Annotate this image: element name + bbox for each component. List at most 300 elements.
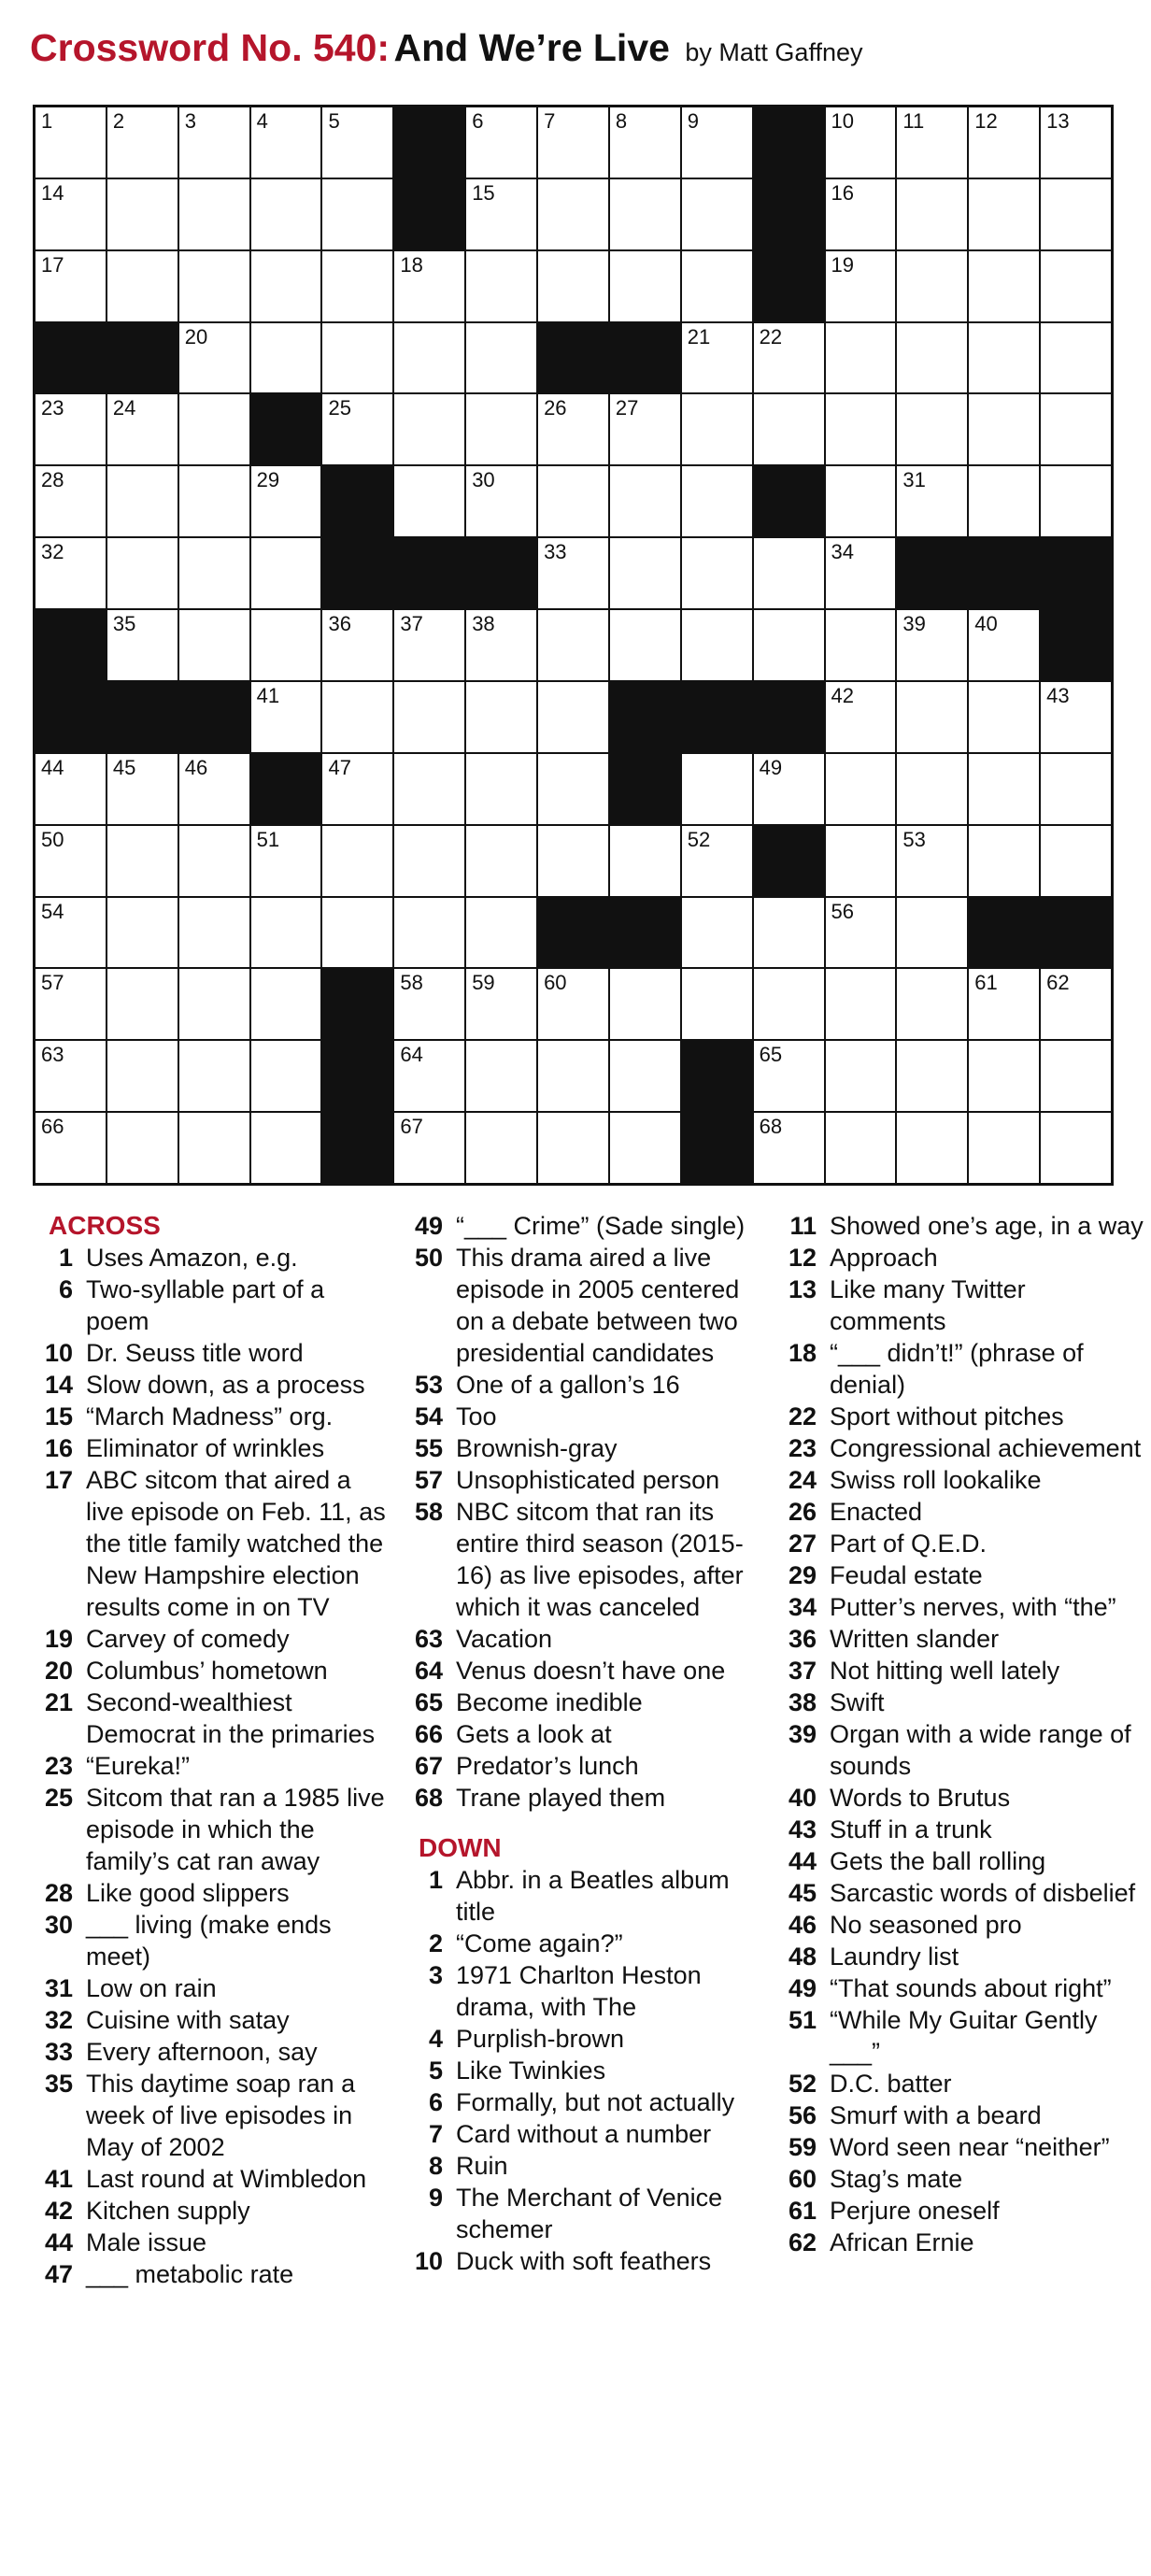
grid-cell[interactable] [107, 251, 178, 321]
grid-cell[interactable] [179, 826, 249, 896]
clue-item [775, 1941, 1144, 1972]
grid-cell[interactable] [538, 754, 608, 824]
grid-cell[interactable] [466, 682, 536, 752]
grid-cell[interactable] [969, 1041, 1039, 1111]
across-heading: ACROSS [49, 1211, 161, 1240]
grid-block [754, 179, 824, 249]
grid-cell[interactable] [36, 466, 106, 536]
clue-text: Kitchen supply [86, 2197, 250, 2225]
clue-number: 39 [788, 1720, 817, 1748]
grid-cell[interactable] [969, 1113, 1039, 1183]
clue-item [402, 1655, 757, 1686]
grid-cell[interactable] [682, 466, 752, 536]
grid-cell[interactable] [610, 251, 680, 321]
clue-item [775, 1782, 1144, 1814]
clue-item [775, 2099, 1144, 2131]
grid-cell[interactable] [969, 682, 1039, 752]
grid-cell[interactable] [322, 754, 392, 824]
grid-cell[interactable] [897, 466, 967, 536]
grid-cell[interactable] [754, 754, 824, 824]
clue-item [32, 1655, 391, 1686]
grid-cell[interactable] [969, 251, 1039, 321]
grid-cell[interactable] [394, 898, 464, 968]
grid-cell[interactable] [36, 1041, 106, 1111]
cell-number: 10 [831, 109, 855, 133]
clue-text: 1971 Charlton Heston drama, with The [456, 1961, 702, 2021]
cell-number: 54 [41, 899, 64, 923]
clue-item [775, 1623, 1144, 1655]
clue-text: Putter’s nerves, with “the” [830, 1593, 1116, 1621]
grid-cell[interactable] [969, 323, 1039, 393]
grid-cell[interactable] [466, 826, 536, 896]
cell-number: 56 [831, 899, 855, 923]
clue-item [775, 1528, 1144, 1559]
grid-block [682, 1041, 752, 1111]
clue-text: “___ didn’t!” (phrase of denial) [830, 1339, 1084, 1399]
clue-number: 44 [44, 2228, 73, 2256]
clue-text: Eliminator of wrinkles [86, 1434, 325, 1462]
clue-text: ___ metabolic rate [86, 2260, 294, 2288]
cell-number: 8 [615, 109, 628, 133]
clue-item [775, 2131, 1144, 2163]
grid-cell[interactable] [322, 107, 392, 178]
grid-cell[interactable] [466, 107, 536, 178]
grid-cell[interactable] [1041, 969, 1111, 1039]
grid-cell[interactable] [36, 898, 106, 968]
clue-number: 5 [428, 2057, 443, 2085]
grid-cell[interactable] [682, 538, 752, 608]
grid-cell[interactable] [179, 610, 249, 680]
grid-cell[interactable] [969, 969, 1039, 1039]
cell-number: 59 [472, 971, 495, 995]
grid-cell[interactable] [538, 826, 608, 896]
puzzle-header [30, 26, 1132, 82]
clue-number: 68 [414, 1784, 443, 1812]
grid-cell[interactable] [754, 394, 824, 464]
grid-cell[interactable] [322, 610, 392, 680]
grid-cell[interactable] [897, 898, 967, 968]
grid-cell[interactable] [897, 969, 967, 1039]
grid-cell[interactable] [682, 107, 752, 178]
grid-cell[interactable] [1041, 466, 1111, 536]
grid-cell[interactable] [826, 323, 896, 393]
grid-cell[interactable] [466, 1041, 536, 1111]
cell-number: 38 [472, 612, 495, 636]
grid-cell[interactable] [610, 466, 680, 536]
clue-text: Uses Amazon, e.g. [86, 1244, 298, 1272]
clue-item [402, 2055, 757, 2086]
clue-number: 44 [788, 1847, 817, 1875]
clue-text: Every afternoon, say [86, 2038, 318, 2066]
clue-item [32, 1369, 391, 1401]
clue-number: 20 [44, 1657, 73, 1685]
cell-number: 5 [328, 109, 340, 133]
clue-number: 10 [414, 2247, 443, 2275]
clue-text: “While My Guitar Gently ___” [830, 2006, 1098, 2066]
grid-block [754, 466, 824, 536]
grid-cell[interactable] [394, 682, 464, 752]
grid-cell[interactable] [826, 538, 896, 608]
grid-cell[interactable] [107, 1041, 178, 1111]
grid-block [36, 323, 106, 393]
grid-cell[interactable] [394, 251, 464, 321]
grid-cell[interactable] [251, 969, 321, 1039]
grid-cell[interactable] [251, 898, 321, 968]
clue-number: 67 [414, 1752, 443, 1780]
grid-cell[interactable] [251, 538, 321, 608]
grid-cell[interactable] [754, 538, 824, 608]
grid-block [107, 682, 178, 752]
clue-text: Swiss roll lookalike [830, 1466, 1042, 1494]
grid-cell[interactable] [394, 610, 464, 680]
grid-cell[interactable] [394, 466, 464, 536]
grid-cell[interactable] [466, 323, 536, 393]
clue-item [402, 1432, 757, 1464]
cell-number: 9 [687, 109, 700, 133]
grid-cell[interactable] [610, 826, 680, 896]
clue-text: “Come again?” [456, 1929, 623, 1957]
grid-cell[interactable] [682, 251, 752, 321]
clue-item [32, 1242, 391, 1274]
grid-cell[interactable] [36, 107, 106, 178]
grid-cell[interactable] [36, 179, 106, 249]
cell-number: 57 [41, 971, 64, 995]
grid-cell[interactable] [969, 754, 1039, 824]
grid-cell[interactable] [1041, 1113, 1111, 1183]
cell-number: 36 [328, 612, 351, 636]
clue-text: Smurf with a beard [830, 2101, 1042, 2129]
grid-cell[interactable] [682, 610, 752, 680]
grid-cell[interactable] [610, 107, 680, 178]
grid-cell[interactable] [826, 179, 896, 249]
clue-item [775, 1337, 1144, 1401]
clue-text: Second-wealthiest Democrat in the primaries [86, 1688, 376, 1748]
grid-cell[interactable] [107, 538, 178, 608]
grid-cell[interactable] [107, 179, 178, 249]
grid-cell[interactable] [36, 394, 106, 464]
grid-cell[interactable] [107, 754, 178, 824]
grid-cell[interactable] [322, 826, 392, 896]
grid-cell[interactable] [179, 754, 249, 824]
grid-cell[interactable] [826, 251, 896, 321]
cell-number: 22 [759, 324, 783, 349]
grid-cell[interactable] [897, 179, 967, 249]
grid-cell[interactable] [538, 1041, 608, 1111]
clue-number: 17 [44, 1466, 73, 1494]
grid-cell[interactable] [538, 179, 608, 249]
grid-cell[interactable] [969, 610, 1039, 680]
grid-cell[interactable] [107, 107, 178, 178]
grid-cell[interactable] [179, 466, 249, 536]
grid-cell[interactable] [897, 754, 967, 824]
grid-cell[interactable] [538, 538, 608, 608]
grid-cell[interactable] [466, 394, 536, 464]
grid-cell[interactable] [107, 394, 178, 464]
grid-cell[interactable] [610, 394, 680, 464]
grid-cell[interactable] [826, 682, 896, 752]
clue-item [402, 1210, 757, 1242]
grid-cell[interactable] [394, 826, 464, 896]
cell-number: 63 [41, 1043, 64, 1067]
grid-cell[interactable] [466, 610, 536, 680]
grid-cell[interactable] [754, 1041, 824, 1111]
clue-text: Written slander [830, 1625, 1000, 1653]
grid-cell[interactable] [897, 323, 967, 393]
grid-cell[interactable] [538, 969, 608, 1039]
grid-cell[interactable] [826, 898, 896, 968]
grid-block [1041, 898, 1111, 968]
grid-cell[interactable] [466, 1113, 536, 1183]
grid-cell[interactable] [826, 826, 896, 896]
grid-cell[interactable] [826, 969, 896, 1039]
cell-number: 68 [759, 1115, 783, 1139]
grid-cell[interactable] [394, 394, 464, 464]
clue-number: 37 [788, 1657, 817, 1685]
grid-cell[interactable] [251, 107, 321, 178]
clue-item [32, 1464, 391, 1623]
grid-cell[interactable] [1041, 179, 1111, 249]
grid-cell[interactable] [251, 466, 321, 536]
grid-cell[interactable] [897, 826, 967, 896]
cell-number: 20 [184, 324, 208, 349]
grid-cell[interactable] [826, 107, 896, 178]
grid-block [754, 107, 824, 178]
cell-number: 35 [112, 612, 136, 636]
grid-cell[interactable] [107, 969, 178, 1039]
grid-cell[interactable] [1041, 754, 1111, 824]
grid-cell[interactable] [251, 1113, 321, 1183]
clue-item [402, 1750, 757, 1782]
grid-cell[interactable] [897, 107, 967, 178]
clue-item [32, 2227, 391, 2258]
cell-number: 49 [759, 755, 783, 779]
grid-cell[interactable] [322, 898, 392, 968]
grid-cell[interactable] [466, 466, 536, 536]
grid-cell[interactable] [682, 179, 752, 249]
grid-cell[interactable] [36, 1113, 106, 1183]
grid-cell[interactable] [322, 251, 392, 321]
grid-cell[interactable] [107, 466, 178, 536]
grid-cell[interactable] [466, 754, 536, 824]
grid-cell[interactable] [754, 610, 824, 680]
grid-cell[interactable] [36, 754, 106, 824]
clue-text: Words to Brutus [830, 1784, 1011, 1812]
grid-cell[interactable] [322, 394, 392, 464]
clue-item [402, 1864, 757, 1928]
clue-number: 6 [428, 2088, 443, 2116]
clue-number: 9 [428, 2184, 443, 2212]
grid-cell[interactable] [1041, 826, 1111, 896]
cell-number: 13 [1046, 109, 1070, 133]
grid-cell[interactable] [754, 898, 824, 968]
grid-block [322, 466, 392, 536]
grid-cell[interactable] [897, 251, 967, 321]
clue-text: Card without a number [456, 2120, 712, 2148]
clue-text: Formally, but not actually [456, 2088, 735, 2116]
grid-cell[interactable] [36, 969, 106, 1039]
grid-cell[interactable] [179, 538, 249, 608]
grid-cell[interactable] [610, 610, 680, 680]
grid-cell[interactable] [1041, 107, 1111, 178]
cell-number: 65 [759, 1043, 783, 1067]
grid-cell[interactable] [179, 179, 249, 249]
clue-number: 13 [788, 1275, 817, 1303]
grid-cell[interactable] [897, 1113, 967, 1183]
clue-number: 46 [788, 1911, 817, 1939]
grid-cell[interactable] [322, 179, 392, 249]
grid-cell[interactable] [251, 1041, 321, 1111]
grid-cell[interactable] [107, 826, 178, 896]
grid-cell[interactable] [826, 610, 896, 680]
grid-cell[interactable] [826, 754, 896, 824]
clue-number: 56 [788, 2101, 817, 2129]
grid-cell[interactable] [1041, 1041, 1111, 1111]
grid-cell[interactable] [610, 179, 680, 249]
grid-block [754, 251, 824, 321]
clue-item [402, 1496, 757, 1623]
grid-cell[interactable] [682, 898, 752, 968]
grid-cell[interactable] [36, 826, 106, 896]
cell-number: 28 [41, 468, 64, 492]
grid-cell[interactable] [107, 1113, 178, 1183]
grid-cell[interactable] [1041, 251, 1111, 321]
grid-cell[interactable] [538, 682, 608, 752]
grid-cell[interactable] [107, 610, 178, 680]
clue-number: 22 [788, 1402, 817, 1430]
cell-number: 53 [902, 827, 926, 851]
grid-cell[interactable] [969, 826, 1039, 896]
grid-cell[interactable] [969, 394, 1039, 464]
grid-cell[interactable] [466, 251, 536, 321]
grid-cell[interactable] [969, 179, 1039, 249]
grid-cell[interactable] [538, 394, 608, 464]
grid-cell[interactable] [826, 1113, 896, 1183]
clue-text: Ruin [456, 2152, 508, 2180]
grid-cell[interactable] [36, 538, 106, 608]
grid-cell[interactable] [682, 826, 752, 896]
grid-cell[interactable] [466, 179, 536, 249]
cell-number: 11 [902, 109, 925, 133]
grid-cell[interactable] [610, 1113, 680, 1183]
grid-cell[interactable] [179, 251, 249, 321]
clue-number: 21 [44, 1688, 73, 1716]
grid-cell[interactable] [107, 898, 178, 968]
grid-cell[interactable] [754, 969, 824, 1039]
grid-cell[interactable] [610, 969, 680, 1039]
grid-cell[interactable] [897, 610, 967, 680]
grid-cell[interactable] [538, 1113, 608, 1183]
grid-cell[interactable] [826, 466, 896, 536]
grid-cell[interactable] [1041, 682, 1111, 752]
grid-cell[interactable] [826, 394, 896, 464]
grid-cell[interactable] [179, 107, 249, 178]
clue-number: 64 [414, 1657, 443, 1685]
grid-cell[interactable] [251, 610, 321, 680]
clue-text: Laundry list [830, 1943, 959, 1971]
grid-cell[interactable] [394, 969, 464, 1039]
clue-text: No seasoned pro [830, 1911, 1022, 1939]
clue-item [775, 1401, 1144, 1432]
grid-cell[interactable] [538, 466, 608, 536]
clue-number: 8 [428, 2152, 443, 2180]
grid-cell[interactable] [251, 251, 321, 321]
clue-text: Stuff in a trunk [830, 1815, 992, 1843]
clue-item [402, 2182, 757, 2245]
clue-item [32, 1972, 391, 2004]
grid-cell[interactable] [826, 1041, 896, 1111]
grid-cell[interactable] [251, 682, 321, 752]
grid-cell[interactable] [251, 323, 321, 393]
grid-block [1041, 610, 1111, 680]
clue-text: Trane played them [456, 1784, 666, 1812]
grid-cell[interactable] [251, 826, 321, 896]
grid-cell[interactable] [897, 682, 967, 752]
grid-cell[interactable] [682, 323, 752, 393]
clue-text: Like good slippers [86, 1879, 290, 1907]
grid-cell[interactable] [538, 251, 608, 321]
grid-cell[interactable] [394, 1113, 464, 1183]
grid-cell[interactable] [322, 682, 392, 752]
grid-cell[interactable] [969, 466, 1039, 536]
clue-text: Perjure oneself [830, 2197, 1000, 2225]
grid-cell[interactable] [610, 538, 680, 608]
grid-cell[interactable] [179, 1041, 249, 1111]
grid-cell[interactable] [394, 323, 464, 393]
grid-cell[interactable] [682, 754, 752, 824]
clue-number: 6 [58, 1275, 73, 1303]
grid-cell[interactable] [754, 1113, 824, 1183]
cell-number: 31 [902, 468, 926, 492]
grid-cell[interactable] [179, 1113, 249, 1183]
cell-number: 47 [328, 755, 351, 779]
cell-number: 62 [1046, 971, 1070, 995]
grid-cell[interactable] [322, 323, 392, 393]
grid-cell[interactable] [969, 107, 1039, 178]
grid-cell[interactable] [754, 323, 824, 393]
grid-cell[interactable] [538, 107, 608, 178]
clue-item [32, 1337, 391, 1369]
puzzle-number: Crossword No. 540: [30, 26, 391, 69]
grid-cell[interactable] [682, 969, 752, 1039]
grid-cell[interactable] [1041, 394, 1111, 464]
grid-cell[interactable] [466, 898, 536, 968]
grid-cell[interactable] [394, 1041, 464, 1111]
grid-cell[interactable] [36, 251, 106, 321]
grid-cell[interactable] [251, 179, 321, 249]
grid-cell[interactable] [610, 1041, 680, 1111]
cell-number: 34 [831, 540, 855, 564]
clue-number: 47 [44, 2260, 73, 2288]
grid-block [538, 898, 608, 968]
cell-number: 58 [400, 971, 423, 995]
grid-cell[interactable] [179, 969, 249, 1039]
grid-cell[interactable] [1041, 323, 1111, 393]
clue-text: Congressional achievement [830, 1434, 1142, 1462]
grid-cell[interactable] [466, 969, 536, 1039]
grid-cell[interactable] [179, 898, 249, 968]
grid-cell[interactable] [538, 610, 608, 680]
clue-item [775, 1242, 1144, 1274]
grid-cell[interactable] [897, 394, 967, 464]
clue-item [775, 1655, 1144, 1686]
clue-text: African Ernie [830, 2228, 974, 2256]
grid-cell[interactable] [394, 754, 464, 824]
grid-cell[interactable] [682, 394, 752, 464]
cell-number: 6 [472, 109, 484, 133]
grid-cell[interactable] [897, 1041, 967, 1111]
grid-cell[interactable] [179, 323, 249, 393]
grid-cell[interactable] [179, 394, 249, 464]
